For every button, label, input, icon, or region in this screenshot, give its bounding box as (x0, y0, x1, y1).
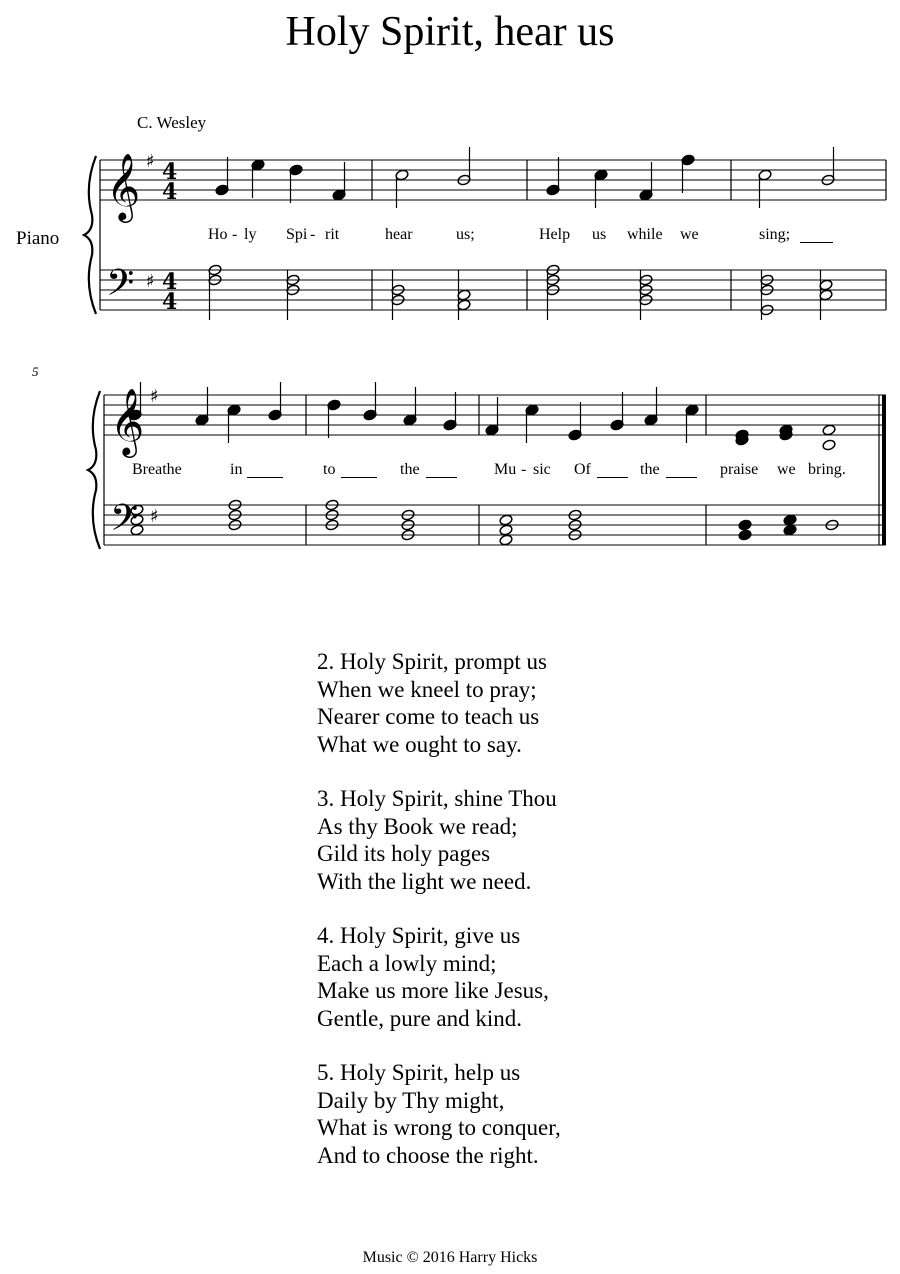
lyric-syllable: ly (244, 226, 257, 243)
note-head (822, 424, 836, 436)
lyric-extender (426, 477, 457, 478)
instrument-label: Piano (16, 228, 60, 249)
verse-line: 2. Holy Spirit, prompt us (317, 649, 548, 674)
clefs-and-signatures (84, 151, 177, 549)
time-signature: 4 (162, 289, 178, 315)
verse-line: With the light we need. (317, 868, 532, 894)
verse-line: Gild its holy pages (317, 841, 491, 866)
copyright-footer: Music © 2016 Harry Hicks (362, 1249, 538, 1266)
verse-line: Nearer come to teach us (317, 704, 540, 729)
bass-clef: 𝄢 (110, 497, 139, 548)
note-head (499, 534, 513, 546)
lyric-syllable: sic (533, 461, 551, 478)
lyric-syllable: the (640, 461, 660, 478)
verse-line: What is wrong to conquer, (317, 1115, 561, 1140)
verse-line: Gentle, pure and kind. (317, 1005, 523, 1031)
lyric-syllable: rit (325, 226, 340, 243)
lyric-syllable: us (592, 226, 607, 243)
lyric-extender (247, 477, 283, 478)
lyric-syllable: the (400, 461, 420, 478)
lyricist-credit: C. Wesley (137, 113, 207, 132)
lyric-syllable: to (323, 461, 336, 478)
verse-line: As thy Book we read; (317, 813, 518, 839)
time-signature: 4 (162, 179, 178, 205)
verse-line: 4. Holy Spirit, give us (317, 923, 521, 948)
verse-5 (317, 1059, 561, 1169)
verse-4 (317, 922, 561, 1032)
lyric-syllable: bring. (808, 461, 846, 478)
sharp-sign: ♯ (146, 271, 155, 292)
note-head (738, 519, 752, 531)
lyric-extender (666, 477, 697, 478)
brace (84, 156, 96, 314)
brace (88, 391, 100, 549)
verse-line: 5. Holy Spirit, help us (317, 1060, 521, 1085)
lyric-extender (597, 477, 628, 478)
sharp-sign: ♯ (150, 506, 159, 527)
notes (128, 147, 839, 546)
sharp-sign: ♯ (146, 151, 155, 172)
music-score (0, 0, 900, 600)
sharp-sign: ♯ (150, 386, 159, 407)
note-head (822, 439, 836, 451)
note-head (499, 514, 513, 526)
lyric-extender (341, 477, 377, 478)
lyric-syllable: while (627, 226, 663, 243)
note-head (783, 514, 797, 526)
verse-line: Each a lowly mind; (317, 950, 497, 976)
verse-line: What we ought to say. (317, 731, 522, 757)
verse-3 (317, 785, 561, 895)
note-head (783, 524, 797, 536)
verse-line: And to choose the right. (317, 1142, 539, 1168)
lyric-hyphen: - (232, 226, 238, 243)
lyric-syllable: us; (456, 226, 475, 243)
lyric-syllable: in (230, 461, 243, 478)
treble-clef: 𝄞 (106, 152, 141, 220)
staff-lines (100, 160, 886, 545)
verse-2 (317, 648, 561, 758)
additional-verses (317, 648, 561, 1196)
lyric-syllable: we (680, 226, 699, 243)
lyric-hyphen: - (310, 226, 316, 243)
lyric-syllable: Mu (494, 461, 517, 478)
treble-clef: 𝄞 (110, 387, 145, 455)
verse-line: When we kneel to pray; (317, 676, 537, 702)
lyric-syllable: Ho (208, 226, 228, 243)
note-head (738, 529, 752, 541)
lyric-syllable: sing; (759, 226, 791, 243)
lyric-syllable: Spi (286, 226, 308, 243)
lyric-syllable: Help (539, 226, 571, 243)
lyric-syllable: hear (385, 226, 413, 243)
lyric-syllable: praise (720, 461, 759, 478)
barlines (100, 160, 886, 545)
lyric-syllable: Of (574, 461, 591, 478)
measure-number: 5 (32, 364, 39, 379)
note-head (499, 524, 513, 536)
song-title: Holy Spirit, hear us (285, 9, 615, 55)
time-signature: 4 (162, 159, 178, 185)
verse-line: Make us more like Jesus, (317, 978, 549, 1003)
lyric-syllable: Breathe (132, 461, 182, 478)
bass-clef: 𝄢 (106, 262, 135, 313)
time-signature: 4 (162, 269, 178, 295)
verse-line: 3. Holy Spirit, shine Thou (317, 786, 557, 811)
verse-line: Daily by Thy might, (317, 1087, 505, 1113)
lyric-syllable: we (777, 461, 796, 478)
final-barline-thick (882, 395, 886, 545)
lyric-extender (800, 242, 833, 243)
lyric-hyphen: - (521, 461, 527, 478)
